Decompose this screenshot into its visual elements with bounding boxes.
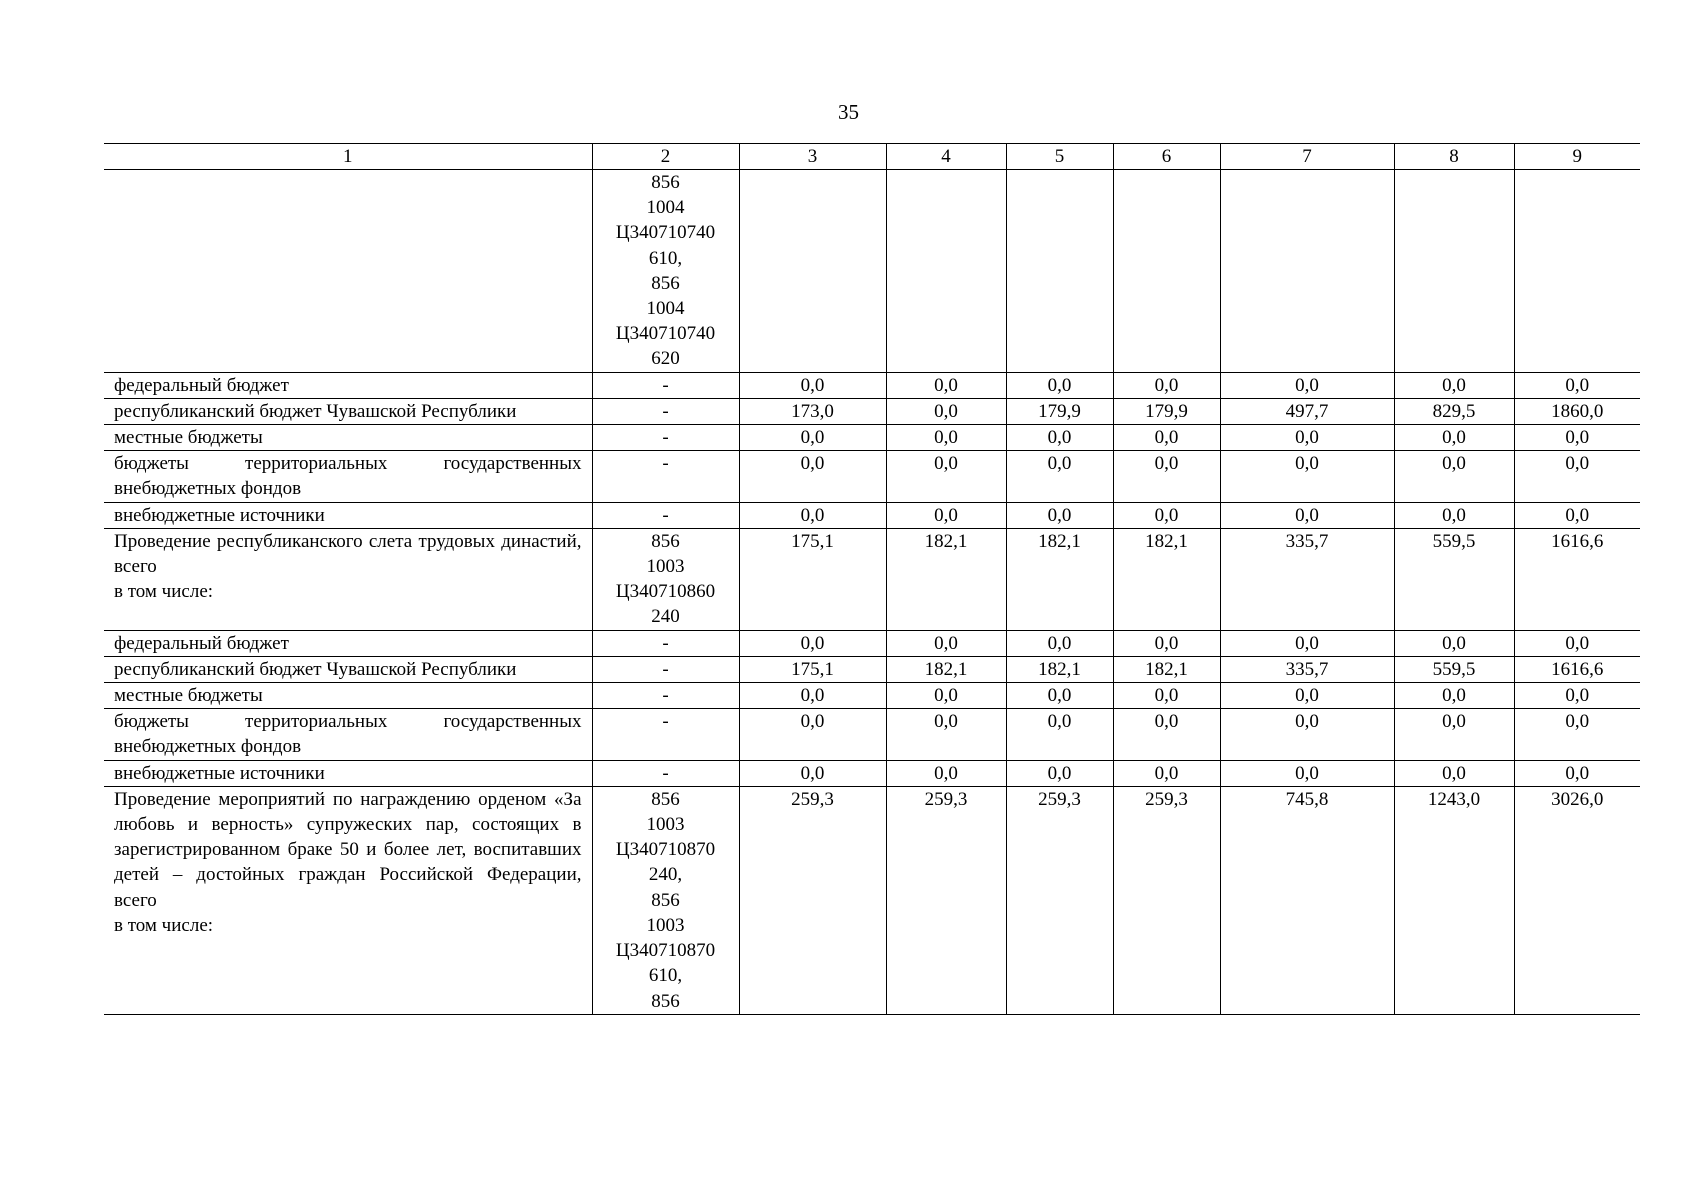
value-cell: 0,0 [1394, 683, 1514, 709]
row-label: местные бюджеты [104, 425, 592, 451]
budget-code-cell: - [592, 451, 739, 502]
value-cell [1220, 170, 1394, 373]
value-cell: 0,0 [1220, 709, 1394, 760]
value-cell: 259,3 [739, 786, 886, 1014]
value-cell: 559,5 [1394, 656, 1514, 682]
value-cell: 0,0 [1394, 372, 1514, 398]
value-cell: 175,1 [739, 528, 886, 630]
value-cell: 0,0 [886, 451, 1006, 502]
value-cell: 0,0 [739, 425, 886, 451]
table-row [104, 630, 1640, 656]
value-cell [886, 170, 1006, 373]
row-label: внебюджетные источники [104, 502, 592, 528]
row-label: Проведение республиканского слета трудовых династий, всего в том числе: [104, 528, 592, 630]
value-cell: 0,0 [1220, 451, 1394, 502]
value-cell: 0,0 [739, 372, 886, 398]
value-cell: 259,3 [886, 786, 1006, 1014]
value-cell [1113, 170, 1220, 373]
value-cell [739, 170, 886, 373]
value-cell: 0,0 [1514, 451, 1640, 502]
table-row [104, 170, 1640, 373]
value-cell: 1860,0 [1514, 398, 1640, 424]
row-label: республиканский бюджет Чувашской Республики [104, 398, 592, 424]
budget-code-cell: - [592, 760, 739, 786]
budget-code-cell: - [592, 398, 739, 424]
value-cell [1006, 170, 1113, 373]
value-cell: 0,0 [739, 451, 886, 502]
value-cell: 0,0 [1514, 760, 1640, 786]
table-row [104, 425, 1640, 451]
column-header: 6 [1113, 144, 1220, 170]
table-header-row [104, 144, 1640, 170]
budget-code-cell: 856 1004 Ц340710740 610, 856 1004 Ц340710740 620 [592, 170, 739, 373]
column-header: 8 [1394, 144, 1514, 170]
value-cell: 0,0 [886, 502, 1006, 528]
value-cell: 0,0 [886, 683, 1006, 709]
column-header: 9 [1514, 144, 1640, 170]
value-cell: 0,0 [1113, 630, 1220, 656]
table-row [104, 502, 1640, 528]
value-cell: 0,0 [1113, 451, 1220, 502]
value-cell: 0,0 [1220, 630, 1394, 656]
value-cell: 0,0 [1113, 709, 1220, 760]
value-cell: 0,0 [1113, 502, 1220, 528]
column-header: 1 [104, 144, 592, 170]
value-cell: 0,0 [886, 425, 1006, 451]
budget-code-cell: - [592, 425, 739, 451]
row-label: местные бюджеты [104, 683, 592, 709]
table-row [104, 656, 1640, 682]
value-cell: 0,0 [886, 630, 1006, 656]
value-cell: 0,0 [1113, 760, 1220, 786]
value-cell: 182,1 [886, 656, 1006, 682]
value-cell: 559,5 [1394, 528, 1514, 630]
row-label: республиканский бюджет Чувашской Республики [104, 656, 592, 682]
value-cell: 0,0 [1006, 760, 1113, 786]
value-cell: 745,8 [1220, 786, 1394, 1014]
value-cell: 259,3 [1006, 786, 1113, 1014]
value-cell: 0,0 [739, 709, 886, 760]
value-cell: 182,1 [1113, 528, 1220, 630]
budget-code-cell: 856 1003 Ц340710870 240, 856 1003 Ц340710870 610, 856 [592, 786, 739, 1014]
value-cell: 1616,6 [1514, 656, 1640, 682]
value-cell: 0,0 [1006, 425, 1113, 451]
value-cell: 0,0 [1220, 372, 1394, 398]
value-cell: 173,0 [739, 398, 886, 424]
table-row [104, 528, 1640, 630]
value-cell: 0,0 [1113, 372, 1220, 398]
value-cell: 0,0 [1394, 502, 1514, 528]
value-cell: 0,0 [886, 372, 1006, 398]
table-row [104, 709, 1640, 760]
value-cell: 0,0 [739, 760, 886, 786]
value-cell: 0,0 [1514, 372, 1640, 398]
value-cell: 1616,6 [1514, 528, 1640, 630]
budget-code-cell: - [592, 709, 739, 760]
row-label: бюджеты территориальных государственных внебюджетных фондов [104, 709, 592, 760]
row-label: федеральный бюджет [104, 630, 592, 656]
value-cell: 0,0 [1394, 630, 1514, 656]
value-cell: 0,0 [1006, 451, 1113, 502]
value-cell: 0,0 [1113, 683, 1220, 709]
value-cell: 0,0 [1514, 502, 1640, 528]
value-cell: 0,0 [1514, 709, 1640, 760]
column-header: 4 [886, 144, 1006, 170]
value-cell: 0,0 [886, 398, 1006, 424]
value-cell: 175,1 [739, 656, 886, 682]
budget-code-cell: - [592, 656, 739, 682]
table-row [104, 683, 1640, 709]
row-label: Проведение мероприятий по награждению орденом «За любовь и верность» супружеских пар, состоящих в зарегистрированном браке 50 и более лет, воспитавших детей – достойных граждан Российской Федерации, всего в том числе: [104, 786, 592, 1014]
value-cell: 0,0 [739, 630, 886, 656]
value-cell: 0,0 [1006, 630, 1113, 656]
row-label: федеральный бюджет [104, 372, 592, 398]
value-cell [1514, 170, 1640, 373]
value-cell: 182,1 [1006, 528, 1113, 630]
value-cell: 0,0 [1220, 683, 1394, 709]
budget-code-cell: - [592, 630, 739, 656]
row-label: внебюджетные источники [104, 760, 592, 786]
value-cell: 0,0 [1006, 709, 1113, 760]
value-cell: 182,1 [886, 528, 1006, 630]
column-header: 7 [1220, 144, 1394, 170]
value-cell: 0,0 [1514, 630, 1640, 656]
value-cell: 335,7 [1220, 656, 1394, 682]
value-cell: 0,0 [1394, 709, 1514, 760]
value-cell: 3026,0 [1514, 786, 1640, 1014]
value-cell: 0,0 [739, 502, 886, 528]
value-cell: 259,3 [1113, 786, 1220, 1014]
value-cell: 1243,0 [1394, 786, 1514, 1014]
value-cell: 0,0 [1514, 425, 1640, 451]
column-header: 5 [1006, 144, 1113, 170]
value-cell: 0,0 [1220, 425, 1394, 451]
table-row [104, 760, 1640, 786]
row-label: бюджеты территориальных государственных внебюджетных фондов [104, 451, 592, 502]
value-cell: 0,0 [886, 760, 1006, 786]
value-cell: 179,9 [1006, 398, 1113, 424]
value-cell: 335,7 [1220, 528, 1394, 630]
budget-code-cell: - [592, 683, 739, 709]
value-cell: 829,5 [1394, 398, 1514, 424]
value-cell: 0,0 [886, 709, 1006, 760]
value-cell: 0,0 [1514, 683, 1640, 709]
page-number: 35 [838, 100, 859, 124]
budget-code-cell: 856 1003 Ц340710860 240 [592, 528, 739, 630]
value-cell: 0,0 [1006, 502, 1113, 528]
value-cell: 0,0 [1113, 425, 1220, 451]
value-cell: 182,1 [1006, 656, 1113, 682]
value-cell: 0,0 [739, 683, 886, 709]
value-cell: 0,0 [1394, 425, 1514, 451]
value-cell: 0,0 [1394, 760, 1514, 786]
row-label [104, 170, 592, 373]
table-row [104, 451, 1640, 502]
table-row [104, 786, 1640, 1014]
value-cell: 179,9 [1113, 398, 1220, 424]
column-header: 3 [739, 144, 886, 170]
table-body [104, 170, 1640, 1015]
table-row [104, 372, 1640, 398]
budget-table [104, 143, 1640, 1015]
table-row [104, 398, 1640, 424]
value-cell: 0,0 [1220, 502, 1394, 528]
value-cell: 0,0 [1006, 683, 1113, 709]
value-cell: 182,1 [1113, 656, 1220, 682]
value-cell: 497,7 [1220, 398, 1394, 424]
value-cell: 0,0 [1006, 372, 1113, 398]
value-cell: 0,0 [1220, 760, 1394, 786]
column-header: 2 [592, 144, 739, 170]
value-cell: 0,0 [1394, 451, 1514, 502]
budget-code-cell: - [592, 372, 739, 398]
value-cell [1394, 170, 1514, 373]
budget-code-cell: - [592, 502, 739, 528]
